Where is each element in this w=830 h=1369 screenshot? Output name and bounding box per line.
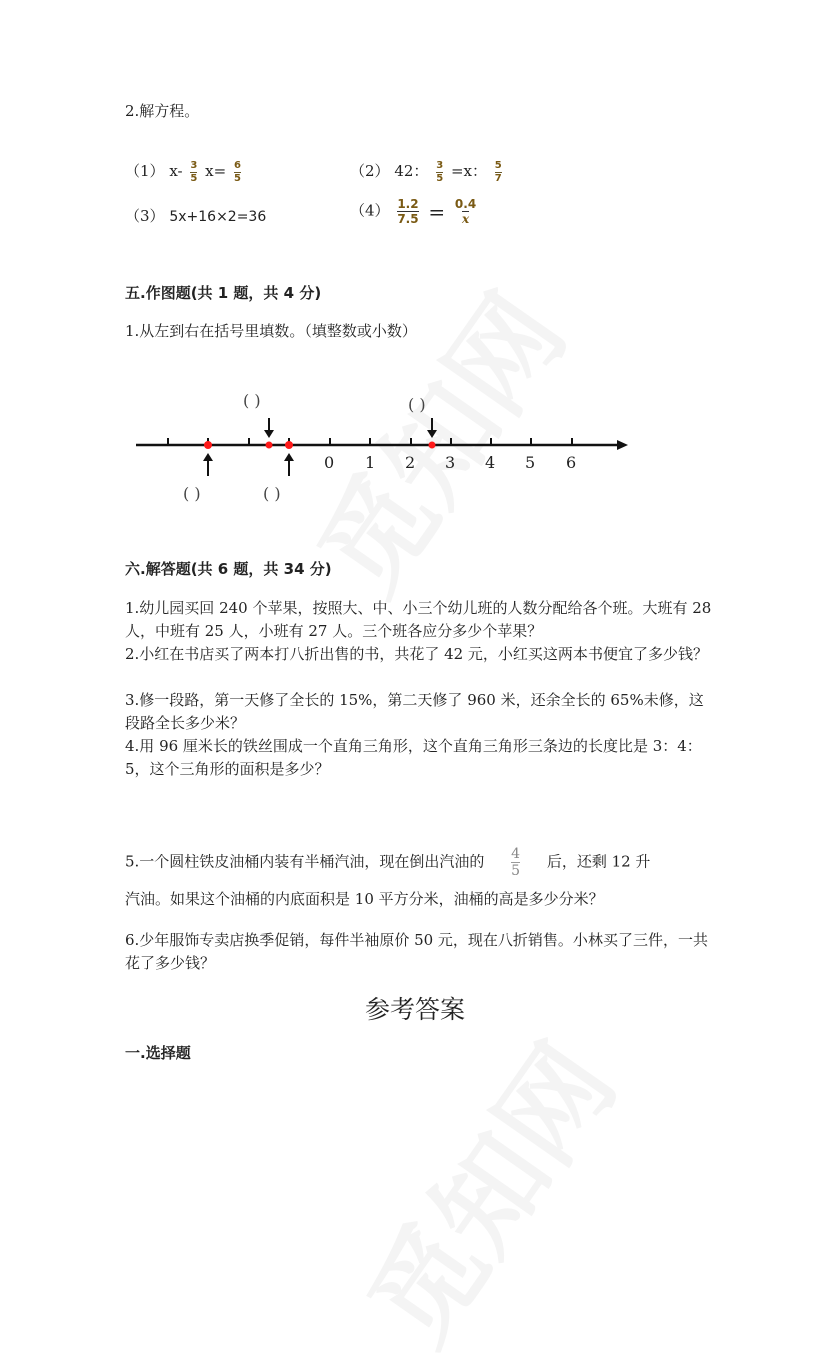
equation-label: （1） [125, 162, 165, 180]
tick-label-5: 5 [525, 453, 536, 472]
answer-blank-bottom-right[interactable]: ( ) [263, 484, 281, 503]
answer-blank-top-left[interactable]: ( ) [243, 391, 261, 410]
fraction: $\frac{1.2}{7.5}$ [397, 197, 419, 226]
question-5-text: 5.一个圆柱铁皮油桶内装有半桶汽油，现在倒出汽油的 [125, 852, 485, 871]
tick-label-4: 4 [485, 453, 496, 472]
fraction: $\frac{6}{5}$ [233, 159, 241, 184]
question-5-line1 [125, 847, 650, 878]
fraction: $\frac{3}{5}$ [190, 159, 198, 184]
fraction: $\frac{0.4}{x}$ [454, 197, 477, 226]
tick-label-1: 1 [365, 453, 376, 472]
equation-label: （2） [350, 162, 390, 180]
tick-label-3: 3 [445, 453, 456, 472]
equals-sign: = [428, 199, 446, 224]
section5-question: 1.从左到右在括号里填数。（填整数或小数） [125, 322, 417, 340]
question-5-line2: 汽油。如果这个油桶的内底面积是 10 平方分米，油桶的高是多少分米？ [125, 890, 604, 908]
answer-blank-bottom-left[interactable]: ( ) [183, 484, 201, 503]
equation-text: 42： [394, 162, 429, 180]
equation-text: 5x+16×2=36 [169, 209, 267, 225]
fraction: $\frac{4}{5}$ [511, 846, 521, 879]
equation-text: =x： [450, 162, 487, 180]
fraction: $\frac{3}{5}$ [436, 159, 444, 184]
equations-title: 2.解方程。 [125, 102, 200, 120]
question-4: 4.用 96 厘米长的铁丝围成一个直角三角形，这个直角三角形三条边的长度比是 3：4：5，这个三角形的面积是多少？ [125, 737, 702, 778]
watermark-bottom [326, 1009, 645, 1369]
section6-heading: 六.解答题(共 6 题，共 34 分) [125, 560, 332, 578]
equation-text: x- [169, 162, 183, 180]
answers-title: 参考答案 [365, 995, 466, 1024]
fraction: $\frac{5}{7}$ [494, 159, 502, 184]
question-2: 2.小红在书店买了两本打八折出售的书，共花了 42 元，小红买这两本书便宜了多少钱？ [125, 645, 708, 663]
question-3: 3.修一段路，第一天修了全长的 15%，第二天修了 960 米，还余全长的 65%未修，这段路全长多少米？ [125, 691, 704, 732]
tick-label-0: 0 [324, 453, 335, 472]
question-5-text: 后，还剩 12 升 [546, 852, 651, 871]
tick-label-6: 6 [566, 453, 577, 472]
tick-label-2: 2 [405, 453, 416, 472]
equation-label: （4） [350, 201, 390, 220]
question-1: 1.幼儿园买回 240 个苹果，按照大、中、小三个幼儿班的人数分配给各个班。大班有 28 人，中班有 25 人，小班有 27 人。三个班各应分多少个苹果？ [125, 599, 712, 640]
number-line [0, 0, 830, 560]
answers-section1-heading: 一.选择题 [125, 1044, 191, 1062]
section5-heading: 五.作图题(共 1 题，共 4 分) [125, 284, 322, 302]
answer-blank-top-right[interactable]: ( ) [408, 395, 426, 414]
equation-text: x= [205, 162, 227, 180]
question-6: 6.少年服饰专卖店换季促销，每件半袖原价 50 元，现在八折销售。小林买了三件，一共花了多少钱？ [125, 931, 708, 972]
equation-label: （3） [125, 207, 165, 225]
